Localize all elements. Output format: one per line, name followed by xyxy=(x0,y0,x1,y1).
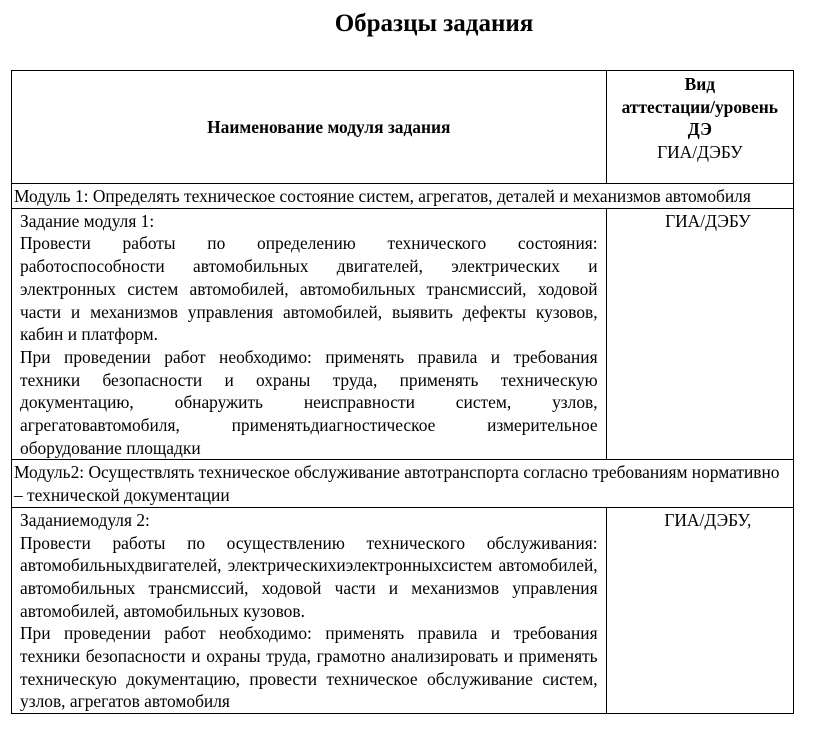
module-2-task-text-2: При проведении работ необходимо: применять правила и требования техники безопасности и охраны труда, грамотно анализировать и применять техническую документацию, провести техническое обслуживание систем, узлов, агрегатов автомобиля xyxy=(20,623,598,712)
header-attestation-line2: аттестации/уровень xyxy=(621,96,778,117)
header-attestation-line1: Вид xyxy=(684,74,716,94)
assignment-table xyxy=(11,70,794,714)
header-attestation-line4: ГИА/ДЭБУ xyxy=(657,142,743,163)
module-1-attestation: ГИА/ДЭБУ xyxy=(606,208,793,460)
header-attestation xyxy=(606,71,793,184)
header-module-name: Наименование модуля задания xyxy=(12,71,607,184)
module-1-task-text-2: При проведении работ необходимо: применять правила и требования техники безопасности и охраны труда, применять техническую документацию, обнаружить неисправности систем, узлов, агрегатовавтомобиля, применятьдиагностическое измерительное оборудование площадки xyxy=(20,346,598,458)
module-1-title: Модуль 1: Определять техническое состояние систем, агрегатов, деталей и механизмов автомобиля xyxy=(12,184,794,209)
module-2-task-cell xyxy=(12,507,607,713)
module-2-title: Модуль2: Осуществлять техническое обслуживание автотранспорта согласно требованиям нормативно – технической документации xyxy=(12,460,794,507)
module-2-task-label: Заданиемодуля 2: xyxy=(20,509,150,530)
page-title: Образцы задания xyxy=(334,10,534,37)
module-1-task-text-1: Провести работы по определению технического состояния: работоспособности автомобильных двигателей, электрических и электронных систем автомобилей, автомобильных трансмиссий, ходовой части и механизмов управления автомобилей, выявить дефекты кузовов, кабин и платформ. xyxy=(20,233,598,345)
table-header-row xyxy=(12,71,794,184)
module-2-row xyxy=(12,460,794,507)
module-2-task-row xyxy=(12,507,794,713)
module-2-task-text-1: Провести работы по осуществлению технического обслуживания: автомобильныхдвигателей, электрическихиэлектронныхсистем автомобилей, автомобильных трансмиссий, ходовой части и механизмов управления автомобилей, автомобильных кузовов. xyxy=(20,532,598,621)
module-1-task-cell xyxy=(12,208,607,460)
module-1-row xyxy=(12,184,794,209)
header-attestation-line3: ДЭ xyxy=(687,119,712,140)
module-1-task-label: Задание модуля 1: xyxy=(20,210,155,231)
module-1-task-row xyxy=(12,208,794,460)
module-2-attestation: ГИА/ДЭБУ, xyxy=(606,507,793,713)
